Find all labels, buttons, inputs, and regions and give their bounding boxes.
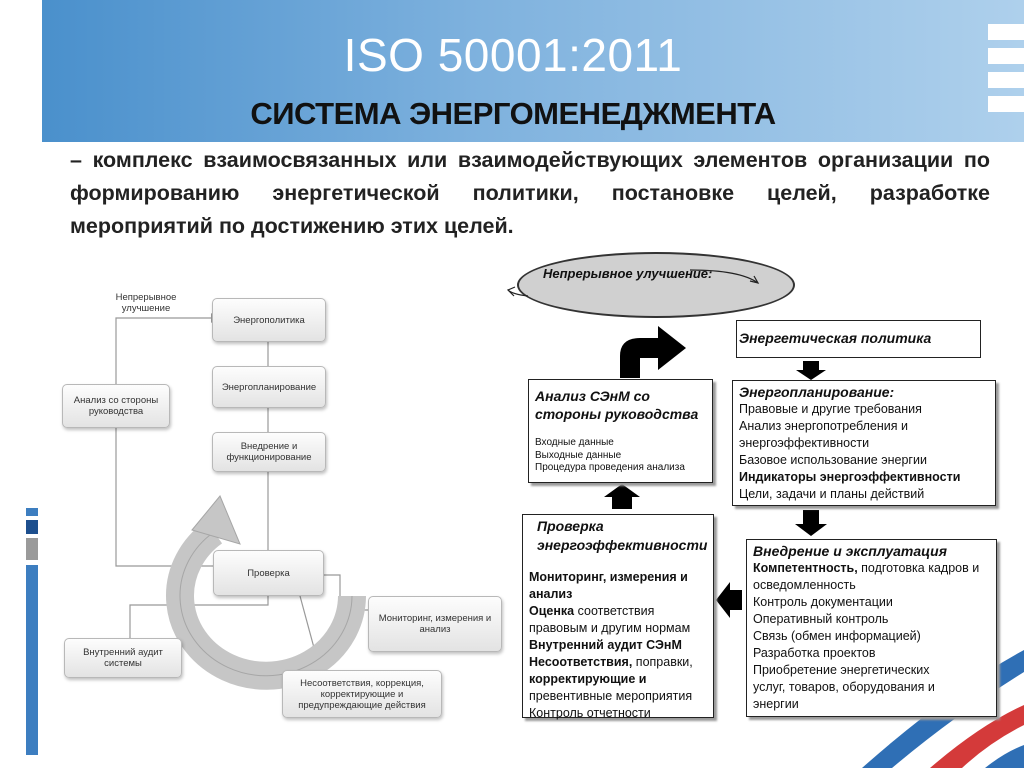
- check-line-text: поправки,: [632, 655, 693, 669]
- check-line: [529, 569, 707, 586]
- check-line-text: Контроль отчетности: [529, 706, 651, 720]
- planning-line-text: Цели, задачи и планы действий: [739, 487, 925, 501]
- slide-title: ISO 50001:2011: [343, 29, 683, 81]
- planning-line: [739, 486, 989, 503]
- check-line-text: превентивные мероприятия: [529, 689, 693, 703]
- energy-planning-title: Энергопланирование:: [739, 384, 895, 400]
- management-review-box: Анализ со стороны руководства: [62, 384, 170, 428]
- check-line: [529, 688, 707, 705]
- implementation-line: [753, 560, 990, 577]
- check-line-text: правовым и другим нормам: [529, 621, 691, 635]
- implementation-line-text: Оперативный контроль: [753, 612, 889, 626]
- implementation-line: [753, 645, 990, 662]
- continuous-improvement-ellipse-label: Непрерывное улучшение:: [543, 266, 713, 281]
- check-line-text: соответствия: [574, 604, 655, 618]
- management-review-block: [528, 379, 713, 483]
- planning-line-bold: Индикаторы энергоэффективности: [739, 470, 961, 484]
- implementation-line: [753, 611, 990, 628]
- check-block: [522, 514, 714, 718]
- implementation-line-text: подготовка кадров и: [857, 561, 980, 575]
- planning-line: [739, 452, 989, 469]
- continuous-improvement-label: Непрерывное улучшение: [115, 292, 177, 314]
- planning-line-text: энергоэффективности: [739, 436, 870, 450]
- check-line-bold: корректирующие и: [529, 672, 647, 686]
- planning-line: [739, 401, 989, 418]
- review-item: Процедура проведения анализа: [535, 462, 685, 473]
- check-box: Проверка: [213, 550, 324, 596]
- planning-line: [739, 418, 989, 435]
- check-line-bold: Несоответствия,: [529, 655, 633, 669]
- implementation-line-text: Контроль документации: [753, 595, 893, 609]
- check-line-bold: Мониторинг, измерения и: [529, 570, 688, 584]
- planning-line: [739, 469, 989, 486]
- implementation-line-bold: Компетентность,: [753, 561, 858, 575]
- energy-planning-box: Энергопланирование: [212, 366, 326, 408]
- internal-audit-box: Внутренний аудит системы: [64, 638, 182, 678]
- check-line-bold: Оценка: [529, 604, 575, 618]
- implementation-line: [753, 679, 990, 696]
- planning-line-text: Правовые и другие требования: [739, 402, 922, 416]
- intro-paragraph: – комплекс взаимосвязанных или взаимодействующих элементов организации по формированию энергетической политики, постановке целей, разработке мероприятий по достижению этих целей.: [70, 148, 990, 238]
- implementation-line: [753, 662, 990, 679]
- check-line: [529, 620, 707, 637]
- check-line: [529, 603, 707, 620]
- implementation-line: [753, 577, 990, 594]
- nonconformity-box: Несоответствия, коррекция, корректирующие и предупреждающие действия: [282, 670, 442, 718]
- implementation-line: [753, 628, 990, 645]
- implementation-block: [746, 539, 997, 717]
- energy-policy-block: [736, 320, 981, 358]
- implementation-line: [753, 594, 990, 611]
- planning-line-text: Анализ энергопотребления и: [739, 419, 908, 433]
- check-line-bold: Внутренний аудит СЭнМ: [529, 638, 682, 652]
- check-line-bold: анализ: [529, 587, 573, 601]
- implementation-line-text: Связь (обмен информацией): [753, 629, 921, 643]
- implementation-line-text: осведомленность: [753, 578, 856, 592]
- implementation-line-text: Разработка проектов: [753, 646, 876, 660]
- check-line: [529, 654, 707, 671]
- planning-line: [739, 435, 989, 452]
- review-item: Входные данные: [535, 437, 614, 448]
- check-line: [529, 637, 707, 654]
- check-line: [529, 705, 707, 722]
- implementation-line-text: Приобретение энергетических: [753, 663, 930, 677]
- monitoring-box: Мониторинг, измерения и анализ: [368, 596, 502, 652]
- check-line: [529, 671, 707, 688]
- energy-planning-block: [732, 380, 996, 506]
- check-line: [529, 586, 707, 603]
- implementation-line-text: энергии: [753, 697, 799, 711]
- review-item: Выходные данные: [535, 449, 622, 461]
- check-title: Проверка энергоэффективности: [537, 518, 708, 553]
- energy-policy-title: Энергетическая политика: [739, 330, 932, 346]
- energy-policy-box: Энергополитика: [212, 298, 326, 342]
- implementation-line: [753, 696, 990, 713]
- planning-line-text: Базовое использование энергии: [739, 453, 927, 467]
- implementation-title: Внедрение и эксплуатация: [753, 543, 947, 559]
- implementation-box: Внедрение и функционирование: [212, 432, 326, 472]
- management-review-title: Анализ СЭнМ со стороны руководства: [535, 388, 699, 422]
- implementation-line-text: услуг, товаров, оборудования и: [753, 680, 935, 694]
- slide-subtitle: СИСТЕМА ЭНЕРГОМЕНЕДЖМЕНТА: [250, 96, 776, 131]
